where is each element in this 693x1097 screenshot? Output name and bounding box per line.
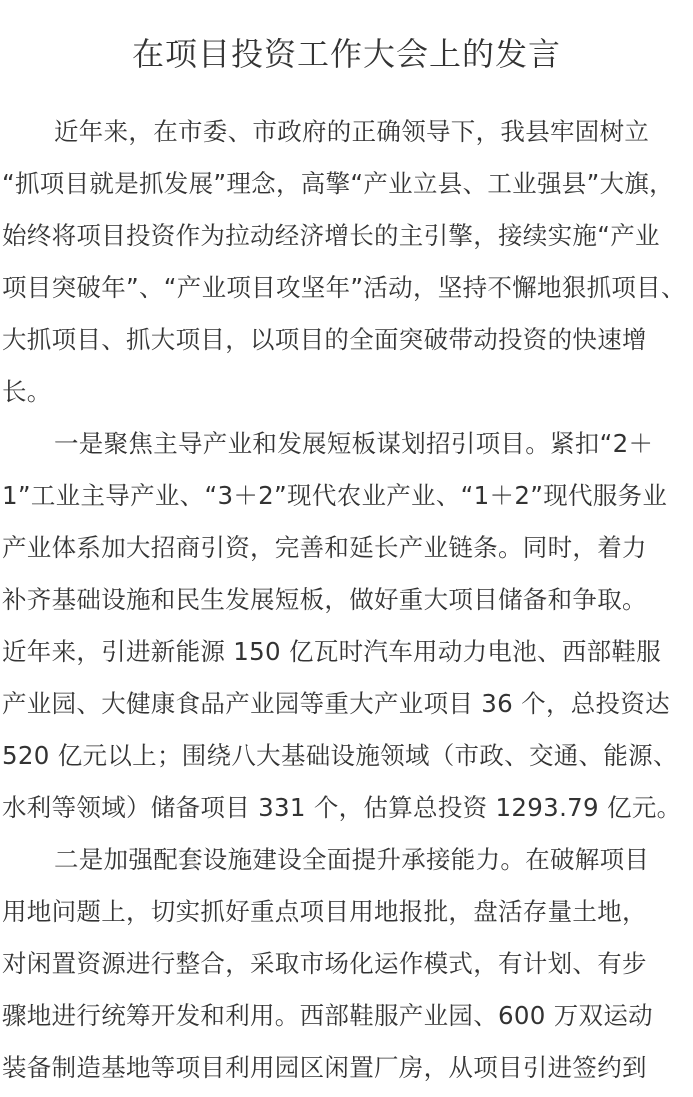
paragraph-line: 520 亿元以上；围绕八大基础设施领域（市政、交通、能源、 — [2, 741, 678, 770]
paragraph-line: 大抓项目、抓大项目，以项目的全面突破带动投资的快速增 — [2, 325, 647, 354]
paragraph-line: 水利等领域）储备项目 331 个，估算总投资 1293.79 亿元。 — [2, 793, 682, 822]
paragraph-line: 一是聚焦主导产业和发展短板谋划招引项目。紧扣“2＋ — [54, 429, 654, 458]
paragraph-line: 二是加强配套设施建设全面提升承接能力。在破解项目 — [54, 845, 650, 874]
paragraph-line: 补齐基础设施和民生发展短板，做好重大项目储备和争取。 — [2, 585, 647, 614]
paragraph-line: 近年来，在市委、市政府的正确领导下，我县牢固树立 — [54, 117, 650, 146]
paragraph-line: 装备制造基地等项目利用园区闲置厂房，从项目引进签约到 — [2, 1053, 647, 1082]
paragraph-line: 产业体系加大招商引资，完善和延长产业链条。同时，着力 — [2, 533, 647, 562]
paragraph-line: 始终将项目投资作为拉动经济增长的主引擎，接续实施“产业 — [2, 221, 660, 250]
paragraph-line: 长。 — [2, 377, 52, 406]
paragraph-line: “抓项目就是抓发展”理念，高擎“产业立县、工业强县”大旗， — [2, 169, 674, 198]
paragraph-line: 项目突破年”、“产业项目攻坚年”活动，坚持不懈地狠抓项目、 — [2, 273, 686, 302]
paragraph-line: 对闲置资源进行整合，采取市场化运作模式，有计划、有步 — [2, 949, 647, 978]
paragraph-line: 用地问题上，切实抓好重点项目用地报批，盘活存量土地， — [2, 897, 647, 926]
paragraph-line: 1”工业主导产业、“3＋2”现代农业产业、“1＋2”现代服务业 — [2, 481, 668, 510]
paragraph-line: 近年来，引进新能源 150 亿瓦时汽车用动力电池、西部鞋服 — [2, 637, 662, 666]
article-body — [2, 106, 693, 1094]
paragraph-line: 骤地进行统筹开发和利用。西部鞋服产业园、600 万双运动 — [2, 1001, 653, 1030]
article-title: 在项目投资工作大会上的发言 — [131, 35, 561, 73]
paragraph-line: 产业园、大健康食品产业园等重大产业项目 36 个，总投资达 — [2, 689, 670, 718]
